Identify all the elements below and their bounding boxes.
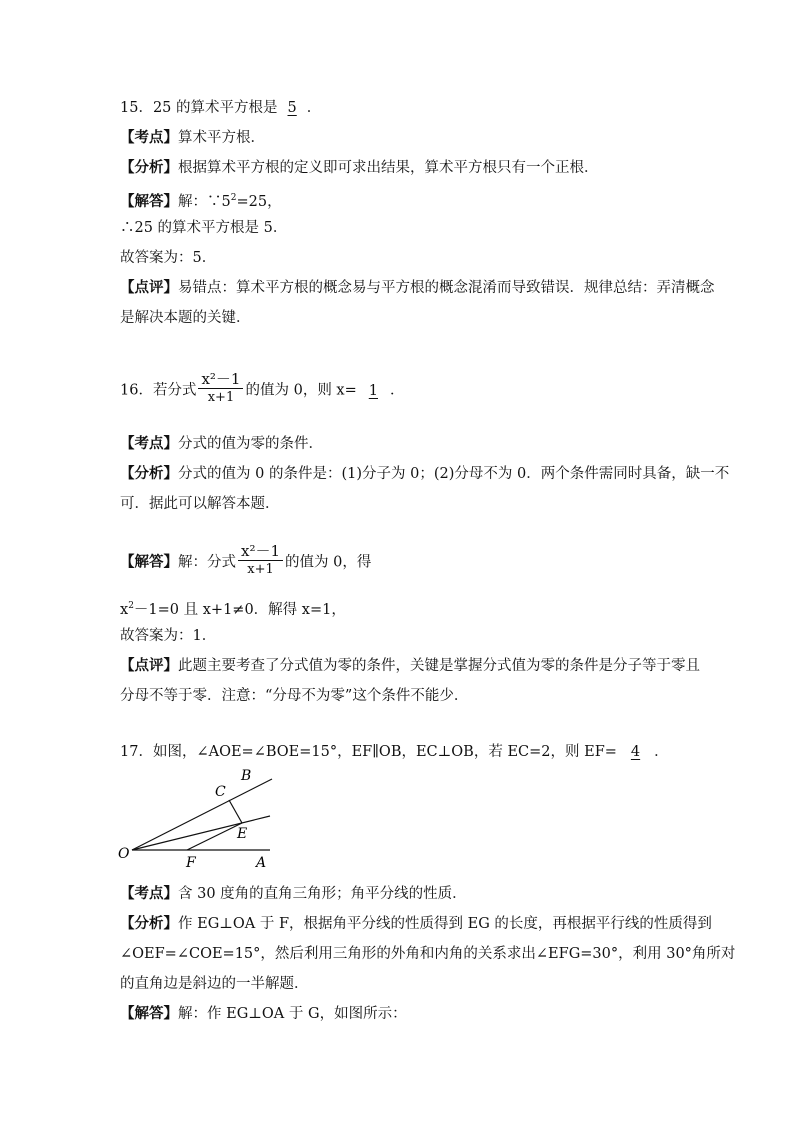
q15-title: 15．25 的算术平方根是 5 ． <box>120 100 322 116</box>
ray-ob <box>132 779 272 850</box>
q16-title: 16．若分式 $\frac{\text{x²－1}}{x+1}$ 的值为 0，则 x= 1 ． <box>120 370 405 405</box>
label-e: E <box>237 826 248 842</box>
q15-jieda-line2: ∴25 的算术平方根是 5． <box>120 220 288 236</box>
q16-fenxi-line2: 可．据此可以解答本题． <box>120 496 280 512</box>
q15-fenxi: 【分析】根据算术平方根的定义即可求出结果，算术平方根只有一个正根． <box>120 159 599 176</box>
q16-dianping-line2: 分母不等于零．注意：“分母不为零”这个条件不能少． <box>120 688 469 704</box>
q15-kaodian: 【考点】算术平方根． <box>120 129 265 146</box>
q15-dianping-line2: 是解决本题的关键． <box>120 310 251 326</box>
segment-ef <box>187 823 242 850</box>
q16-kaodian: 【考点】分式的值为零的条件． <box>120 435 323 452</box>
q17-title: 17．如图，∠AOE=∠BOE=15°，EF∥OB，EC⊥OB，若 EC=2，则 EF= 4 ． <box>120 744 669 760</box>
q16-fraction: $\frac{\text{x²－1}}{x+1}$ <box>198 370 243 407</box>
q15-daan: 故答案为：5． <box>120 250 217 266</box>
q17-kaodian: 【考点】含 30 度角的直角三角形；角平分线的性质． <box>120 885 467 902</box>
geometry-figure <box>110 764 290 874</box>
q16-answer-blank: 1 <box>368 382 378 399</box>
label-c: C <box>215 784 226 800</box>
q17-jieda: 【解答】解：作 EG⊥OA 于 G，如图所示： <box>120 1005 407 1022</box>
label-b: B <box>241 768 252 784</box>
ray-oe <box>132 816 270 850</box>
label-f: F <box>186 855 196 871</box>
q17-fenxi-line2: ∠OEF=∠COE=15°，然后利用三角形的外角和内角的关系求出∠EFG=30°，利用 30°角所对 <box>120 946 736 962</box>
label-a: A <box>256 855 267 871</box>
q16-daan: 故答案为：1． <box>120 628 217 644</box>
q16-dianping: 【点评】此题主要考查了分式值为零的条件，关键是掌握分式值为零的条件是分子等于零且 <box>120 657 700 674</box>
q16-fenxi: 【分析】分式的值为 0 的条件是：(1)分子为 0；(2)分母不为 0．两个条件需同时具备，缺一不 <box>120 465 730 482</box>
q16-jieda-line2: $x^2-1=0$ 且 x+1≠0．解得 x=1， <box>120 601 346 618</box>
q15-dianping: 【点评】易错点：算术平方根的概念易与平方根的概念混淆而导致错误．规律总结：弄清概念 <box>120 279 715 296</box>
q17-fenxi-line3: 的直角边是斜边的一半解题． <box>120 976 309 992</box>
label-o: O <box>118 846 130 862</box>
q17-answer-blank: 4 <box>630 744 641 760</box>
q15-jieda: 【解答】解：$\because 5^2=25$， <box>120 192 282 210</box>
segment-ec <box>229 800 242 823</box>
q15-answer-blank: 5 <box>287 100 297 116</box>
q16-jieda-fraction: $\frac{\text{x²－1}}{x+1}$ <box>238 542 283 579</box>
q17-fenxi: 【分析】作 EG⊥OA 于 F，根据角平分线的性质得到 EG 的长度，再根据平行线的性质得到 <box>120 915 712 932</box>
q16-jieda: 【解答】解：分式 $\frac{\text{x²－1}}{x+1}$ 的值为 0，得 <box>120 542 372 577</box>
